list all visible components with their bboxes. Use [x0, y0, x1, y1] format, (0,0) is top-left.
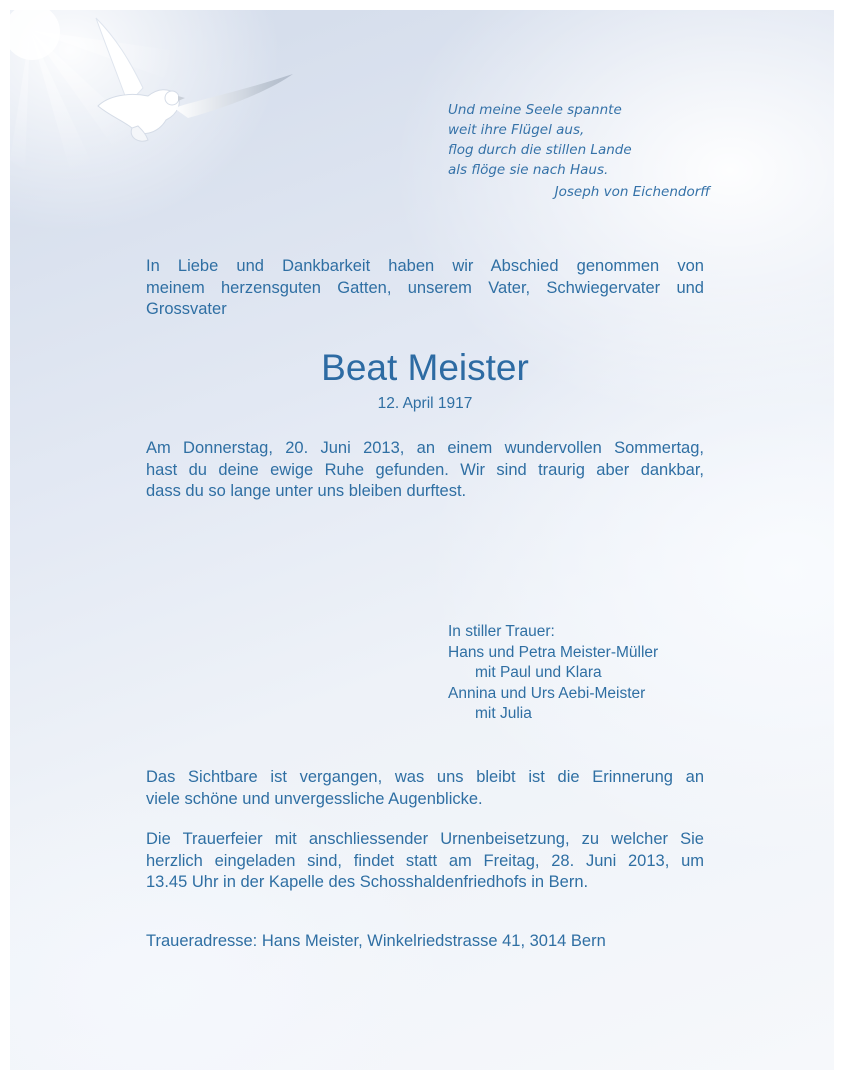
death-line: hast du deine ewige Ruhe gefunden. Wir sind traurig aber dankbar,	[146, 460, 704, 479]
intro-paragraph	[146, 256, 704, 321]
poem	[448, 100, 710, 202]
intro-line: meinem herzensguten Gatten, unserem Vater, Schwiegervater und	[146, 278, 704, 297]
mourner-entry: Hans und Petra Meister-Müller	[448, 643, 659, 661]
mourner-entry: mit Paul und Klara	[475, 664, 602, 681]
ceremony-line: Die Trauerfeier mit anschliessender Urnenbeisetzung, zu welcher Sie	[146, 830, 704, 848]
intro-line: Grossvater	[146, 300, 227, 318]
death-paragraph	[146, 438, 704, 503]
mourning-address	[146, 931, 704, 953]
mourners-heading: In stiller Trauer:	[448, 623, 555, 640]
memory-line: Das Sichtbare ist vergangen, was uns bleibt ist die Erinnerung an	[146, 768, 704, 786]
intro-line: In Liebe und Dankbarkeit haben wir Abschied genommen von	[146, 257, 704, 275]
ceremony-line: 13.45 Uhr in der Kapelle des Schosshaldenfriedhofs in Bern.	[146, 873, 589, 891]
mourners-list	[448, 622, 728, 725]
poem-author: Joseph von Eichendorff	[554, 184, 710, 200]
poem-line: weit ihre Flügel aus,	[448, 122, 585, 138]
poem-line: flog durch die stillen Lande	[448, 142, 632, 158]
mourner-entry: Annina und Urs Aebi-Meister	[448, 684, 646, 702]
deceased-name: Beat Meister	[321, 347, 529, 388]
birth-date: 12. April 1917	[377, 395, 473, 412]
dove-icon	[88, 16, 298, 146]
obituary-card	[10, 10, 834, 1070]
mourner-entry: mit Julia	[475, 705, 532, 722]
address-line: Traueradresse: Hans Meister, Winkelriedstrasse 41, 3014 Bern	[146, 932, 606, 950]
death-line: Am Donnerstag, 20. Juni 2013, an einem wundervollen Sommertag,	[146, 439, 704, 457]
ceremony-line: herzlich eingeladen sind, findet statt am Freitag, 28. Juni 2013, um	[146, 851, 704, 870]
poem-line: Und meine Seele spannte	[448, 102, 622, 118]
memory-line: viele schöne und unvergessliche Augenblicke.	[146, 789, 483, 808]
memory-paragraph	[146, 767, 704, 810]
ceremony-paragraph	[146, 829, 704, 894]
poem-line: als flöge sie nach Haus.	[448, 162, 609, 178]
death-line: dass du so lange unter uns bleiben durftest.	[146, 482, 467, 500]
